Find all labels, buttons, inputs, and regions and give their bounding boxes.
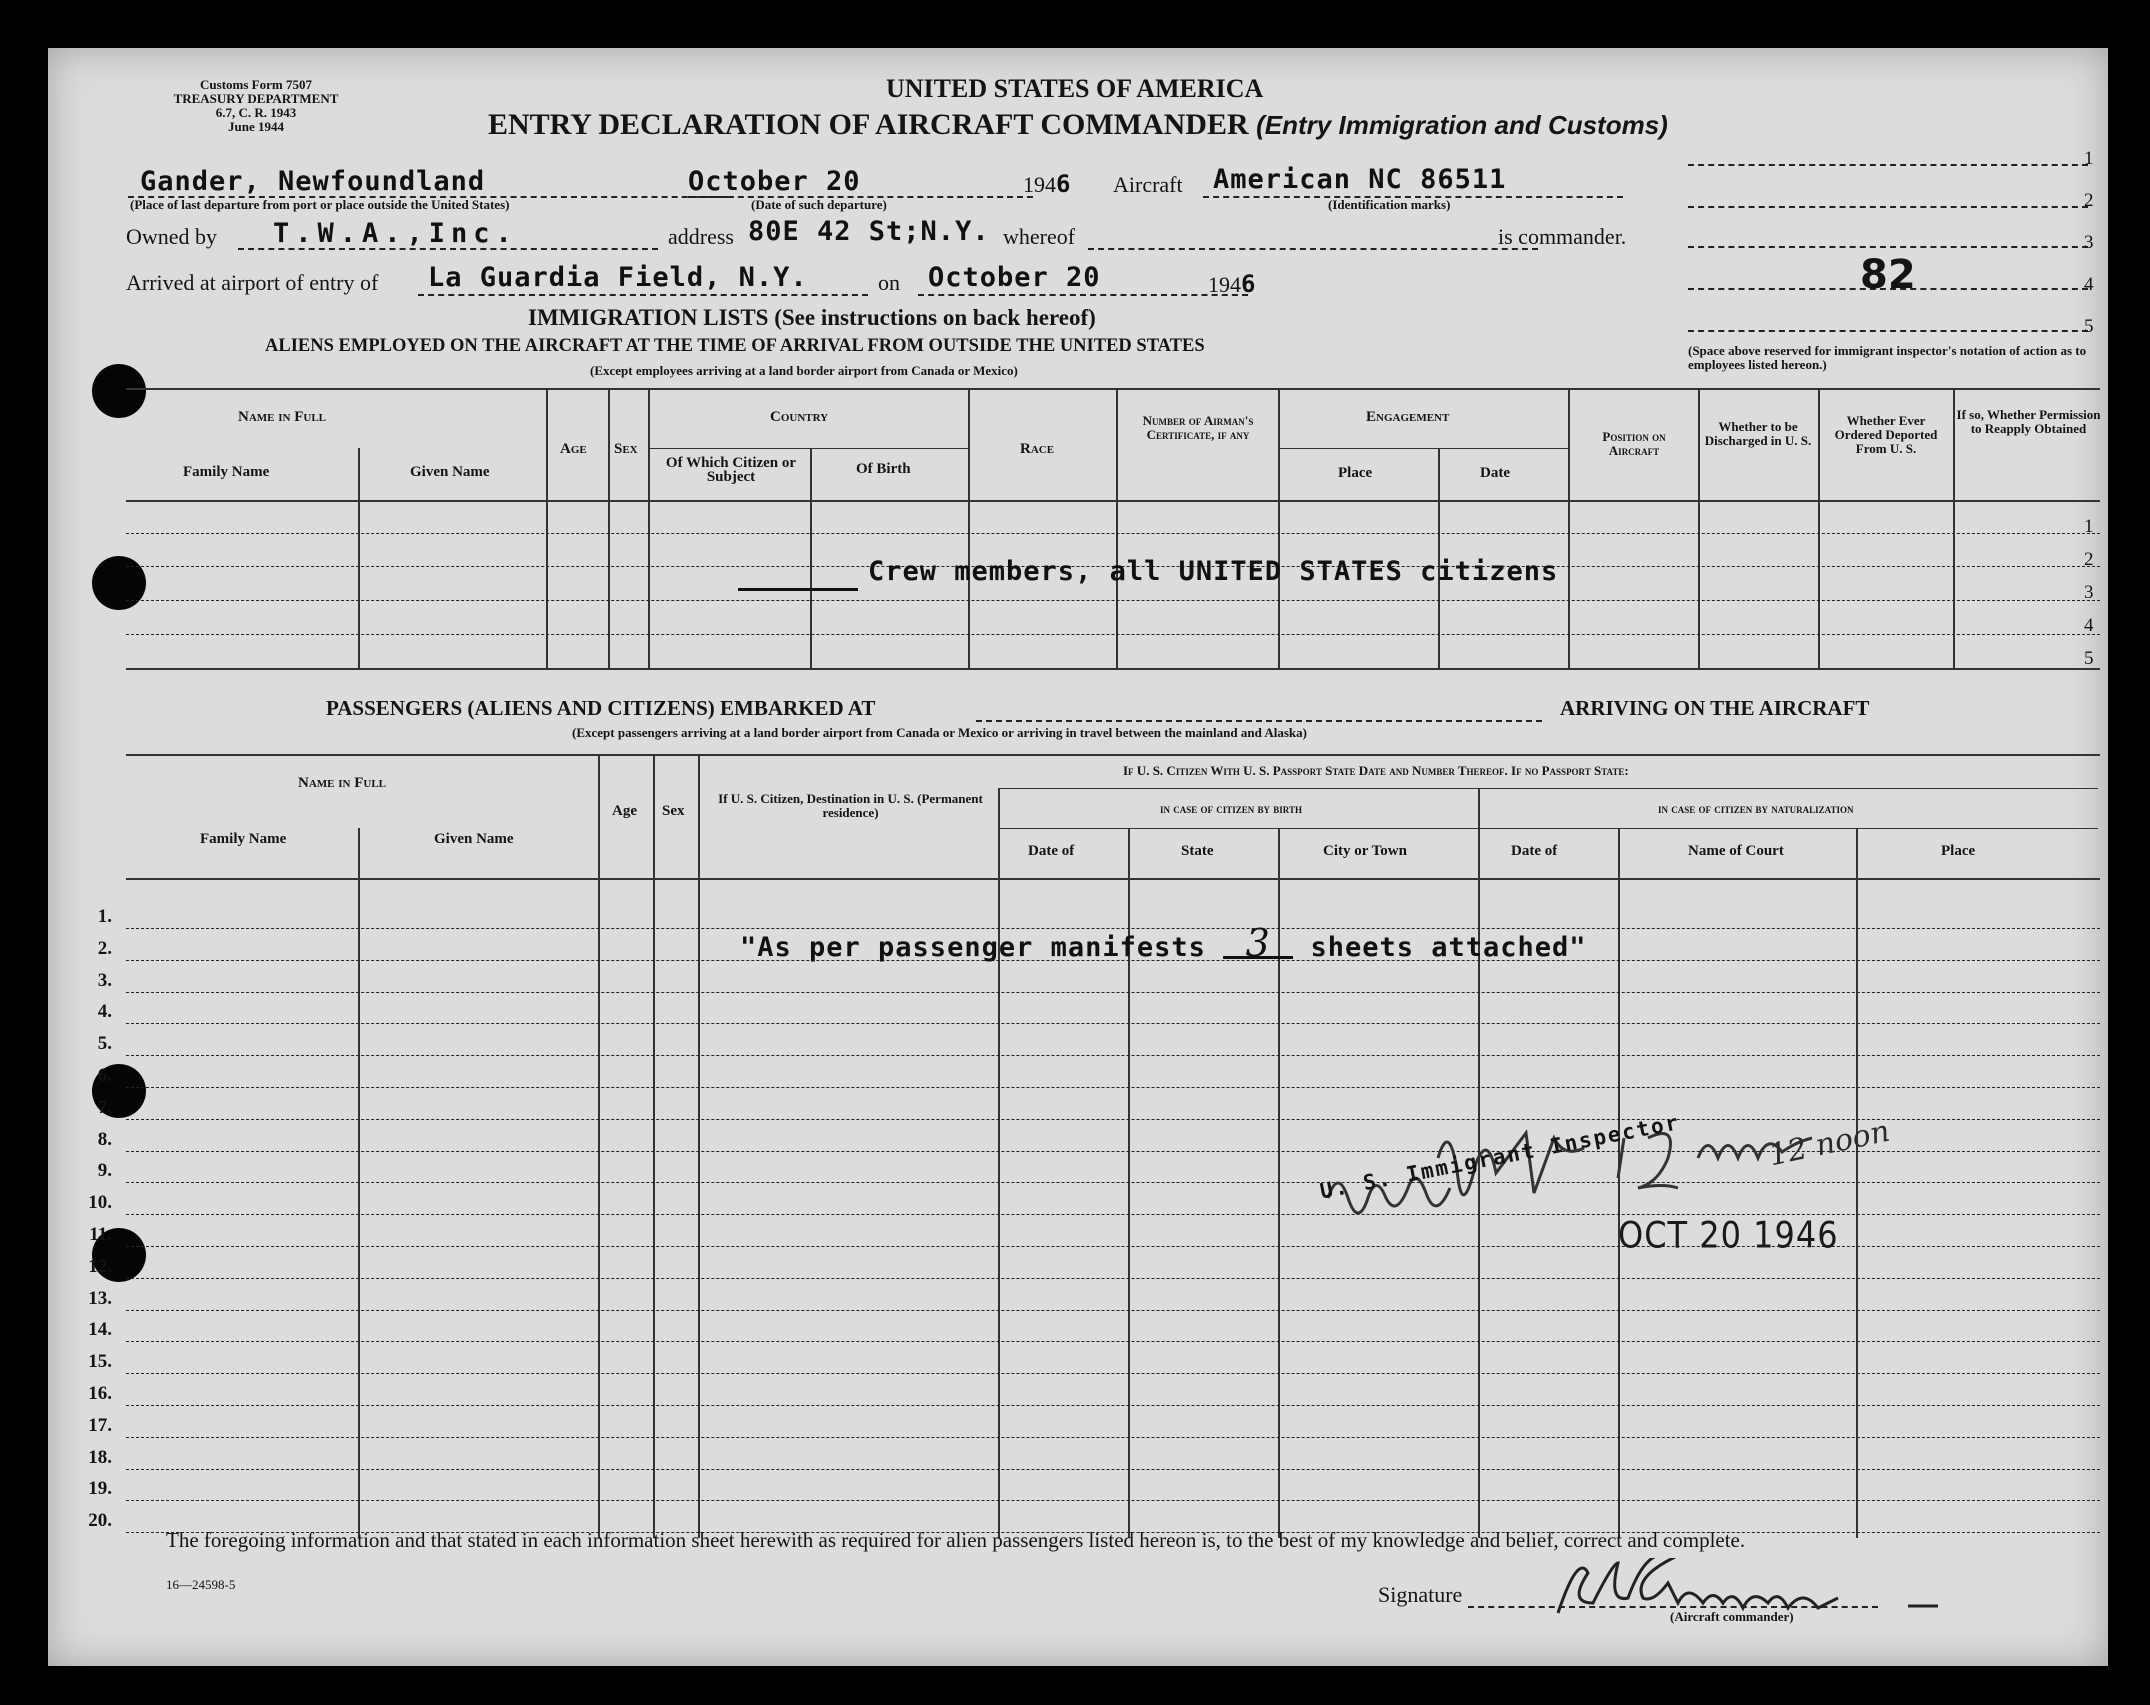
passenger-row-rule xyxy=(126,1055,2100,1056)
arrival-year xyxy=(1208,270,1256,298)
immigration-note: (Except employees arriving at a land border airport from Canada or Mexico) xyxy=(590,363,1018,378)
crew-header-airman: Number of Airman's Certificate, if any xyxy=(1142,413,1254,442)
departure-place: Gander, Newfoundland xyxy=(140,166,486,197)
crew-header-discharged: Whether to be Discharged in U. S. xyxy=(1704,419,1812,448)
crew-header-sex: Sex xyxy=(614,441,638,457)
notation-line-number: 5 xyxy=(2084,316,2094,337)
immigration-subtitle: ALIENS EMPLOYED ON THE AIRCRAFT AT THE TIME OF ARRIVAL FROM OUTSIDE THE UNITED STATES xyxy=(265,336,1205,356)
crew-header-reapply: If so, Whether Permission to Reapply Obtained xyxy=(1956,407,2101,436)
pax-header-by-naturalization: in case of citizen by naturalization xyxy=(1658,801,1854,816)
passenger-row-number: 16. xyxy=(88,1383,112,1404)
departure-year xyxy=(1023,170,1071,198)
passenger-row-number: 5. xyxy=(97,1033,112,1055)
inspector-box-note: (Space above reserved for immigrant inspector's notation of action as to employees listed hereon.) xyxy=(1688,343,2087,372)
crew-typed-entry: Crew members, all UNITED STATES citizens xyxy=(868,556,1559,587)
signature-caption: (Aircraft commander) xyxy=(1670,1609,1794,1624)
aircraft-caption: (Identification marks) xyxy=(1328,197,1451,212)
pax-header-state: State xyxy=(1181,843,1214,859)
passenger-row-number: 12. xyxy=(88,1255,112,1277)
pax-header-by-birth: in case of citizen by birth xyxy=(1160,801,1302,816)
crew-header-position: Position on Aircraft xyxy=(1602,429,1666,458)
pax-header-court: Name of Court xyxy=(1688,843,1784,859)
pax-header-name: Name in Full xyxy=(298,775,387,791)
passenger-row-number: 3. xyxy=(97,969,112,991)
passenger-row-number: 7. xyxy=(97,1096,112,1118)
crew-header-citizen: Of Which Citizen or Subject xyxy=(665,455,797,485)
typed-entry-prefix: "As per passenger manifests xyxy=(740,932,1206,963)
year-prefix: 194 xyxy=(1023,172,1056,197)
passenger-row-rule xyxy=(126,1023,2100,1024)
passenger-row-rule xyxy=(126,1500,2100,1501)
passenger-row-number: 6. xyxy=(97,1065,112,1086)
country-heading: UNITED STATES OF AMERICA xyxy=(886,74,1264,103)
crew-row-number: 4 xyxy=(2084,615,2094,636)
whereof-label: whereof xyxy=(1003,224,1076,249)
typed-entry-suffix: sheets attached" xyxy=(1310,932,1587,963)
year-digit: 6 xyxy=(1056,170,1072,198)
pax-header-given: Given Name xyxy=(434,831,514,847)
aircraft-marks: American NC 86511 xyxy=(1213,164,1507,195)
page-title xyxy=(488,108,1668,142)
crew-header-engagement: Engagement xyxy=(1366,409,1450,425)
passenger-row-number: 14. xyxy=(88,1319,112,1341)
passenger-row-rule xyxy=(126,1341,2100,1342)
form-number: Customs Form 7507 xyxy=(200,77,312,92)
passenger-row-number: 19. xyxy=(88,1478,112,1500)
crew-header-place: Place xyxy=(1338,465,1373,481)
passenger-row-number: 9. xyxy=(97,1160,112,1182)
passenger-row-rule xyxy=(126,1310,2100,1311)
year-digit: 6 xyxy=(1241,270,1257,298)
passengers-title: PASSENGERS (ALIENS AND CITIZENS) EMBARKED AT xyxy=(326,696,876,720)
passenger-row-number: 17. xyxy=(88,1414,112,1436)
commander-label: is commander. xyxy=(1498,224,1627,249)
passengers-note: (Except passengers arriving at a land border airport from Canada or Mexico or arriving in travel between the mainland and Alaska) xyxy=(572,725,1307,740)
crew-row-number: 1 xyxy=(2084,516,2094,537)
year-prefix: 194 xyxy=(1208,272,1241,297)
owner-name: T.W.A.,Inc. xyxy=(273,218,518,249)
passenger-row-rule xyxy=(126,992,2100,993)
crew-header-deported: Whether Ever Ordered Deported From U. S. xyxy=(1834,413,1938,456)
form-sheet xyxy=(48,48,2108,1666)
footer-statement: The foregoing information and that stated in each information sheet herewith as required for alien passengers listed hereon is, to the best of my knowledge and belief, correct and complete. xyxy=(166,1528,1746,1552)
crew-header-age: Age xyxy=(560,441,587,457)
owned-by-label: Owned by xyxy=(126,224,218,249)
passenger-row-rule xyxy=(126,1437,2100,1438)
passenger-row-number: 8. xyxy=(97,1128,112,1150)
print-code: 16—24598-5 xyxy=(166,1577,236,1592)
pax-header-age: Age xyxy=(612,803,637,819)
immigration-title: IMMIGRATION LISTS (See instructions on back hereof) xyxy=(528,305,1096,330)
inspector-number: 82 xyxy=(1860,252,1916,298)
pax-header-sex: Sex xyxy=(662,803,685,819)
signature-label: Signature xyxy=(1378,1582,1463,1607)
arrival-date: October 20 xyxy=(928,262,1101,293)
crew-header-race: Race xyxy=(1020,441,1055,457)
pax-header-city: City or Town xyxy=(1323,843,1407,859)
passenger-row-number: 15. xyxy=(88,1351,112,1373)
pax-header-family: Family Name xyxy=(200,831,287,847)
notation-line-number: 1 xyxy=(2084,148,2094,169)
aircraft-label: Aircraft xyxy=(1113,172,1183,197)
passenger-row-rule xyxy=(126,1405,2100,1406)
notation-line-number: 2 xyxy=(2084,190,2094,211)
notation-line-number: 3 xyxy=(2084,232,2094,253)
crew-header-birth: Of Birth xyxy=(856,461,911,477)
arrival-label: Arrived at airport of entry of xyxy=(126,270,379,295)
passenger-row-rule xyxy=(126,1469,2100,1470)
departure-date-caption: (Date of such departure) xyxy=(751,197,887,212)
passenger-row-rule xyxy=(126,1373,2100,1374)
inspection-date-stamp: OCT 20 1946 xyxy=(1618,1213,1839,1257)
title-italic: (Entry Immigration and Customs) xyxy=(1256,110,1668,140)
arrival-on-label: on xyxy=(878,270,900,295)
crew-row-number: 2 xyxy=(2084,549,2094,570)
crew-row-number: 3 xyxy=(2084,582,2094,603)
owner-address: 80E 42 St;N.Y. xyxy=(748,216,990,247)
passenger-row-number: 18. xyxy=(88,1446,112,1468)
passengers-arriving: ARRIVING ON THE AIRCRAFT xyxy=(1560,696,1870,720)
passenger-row-number: 1. xyxy=(97,906,112,927)
passenger-row-number: 2. xyxy=(97,937,112,959)
pax-header-passport: If U. S. Citizen With U. S. Passport State Date and Number Thereof. If no Passport State: xyxy=(1123,763,1629,778)
title-main: ENTRY DECLARATION OF AIRCRAFT COMMANDER xyxy=(488,108,1249,141)
crew-header-family: Family Name xyxy=(183,464,270,480)
arrival-airport: La Guardia Field, N.Y. xyxy=(428,262,808,293)
pax-header-destination: If U. S. Citizen, Destination in U. S. (Permanent residence) xyxy=(718,791,983,820)
crew-header-name: Name in Full xyxy=(238,409,327,425)
punch-hole xyxy=(92,556,146,610)
departure-date: October 20 xyxy=(688,166,861,197)
passenger-row-number: 10. xyxy=(88,1192,112,1214)
passenger-typed-entry xyxy=(740,921,1587,965)
departure-place-caption: (Place of last departure from port or place outside the United States) xyxy=(130,197,510,212)
crew-header-date: Date xyxy=(1480,465,1510,481)
form-date: June 1944 xyxy=(228,119,284,134)
form-regulation: 6.7, C. R. 1943 xyxy=(215,105,297,120)
passenger-row-rule xyxy=(126,1087,2100,1088)
passenger-row-number: 11. xyxy=(89,1224,112,1245)
pax-header-date-of-2: Date of xyxy=(1511,843,1558,859)
inspector-label: U. S. Immigrant Inspector xyxy=(1318,1110,1682,1204)
pax-header-date-of: Date of xyxy=(1028,843,1075,859)
passenger-row-number: 13. xyxy=(88,1287,112,1309)
passenger-row-rule xyxy=(126,928,2100,929)
inspection-time-note: 12 noon xyxy=(1765,1113,1893,1174)
punch-hole xyxy=(92,364,146,418)
crew-row-number: 5 xyxy=(2084,648,2094,669)
form-department: TREASURY DEPARTMENT xyxy=(173,91,339,106)
passenger-row-rule xyxy=(126,1278,2100,1279)
crew-header-given: Given Name xyxy=(410,464,490,480)
passenger-row-number: 4. xyxy=(97,1001,112,1023)
pax-header-place: Place xyxy=(1941,843,1976,859)
notation-line-number: 4 xyxy=(2084,274,2094,295)
address-label: address xyxy=(668,224,734,249)
form-id-block xyxy=(126,78,386,134)
manifest-count: 3 xyxy=(1223,930,1293,959)
crew-header-country: Country xyxy=(770,409,829,425)
passenger-row-number: 20. xyxy=(88,1510,112,1532)
